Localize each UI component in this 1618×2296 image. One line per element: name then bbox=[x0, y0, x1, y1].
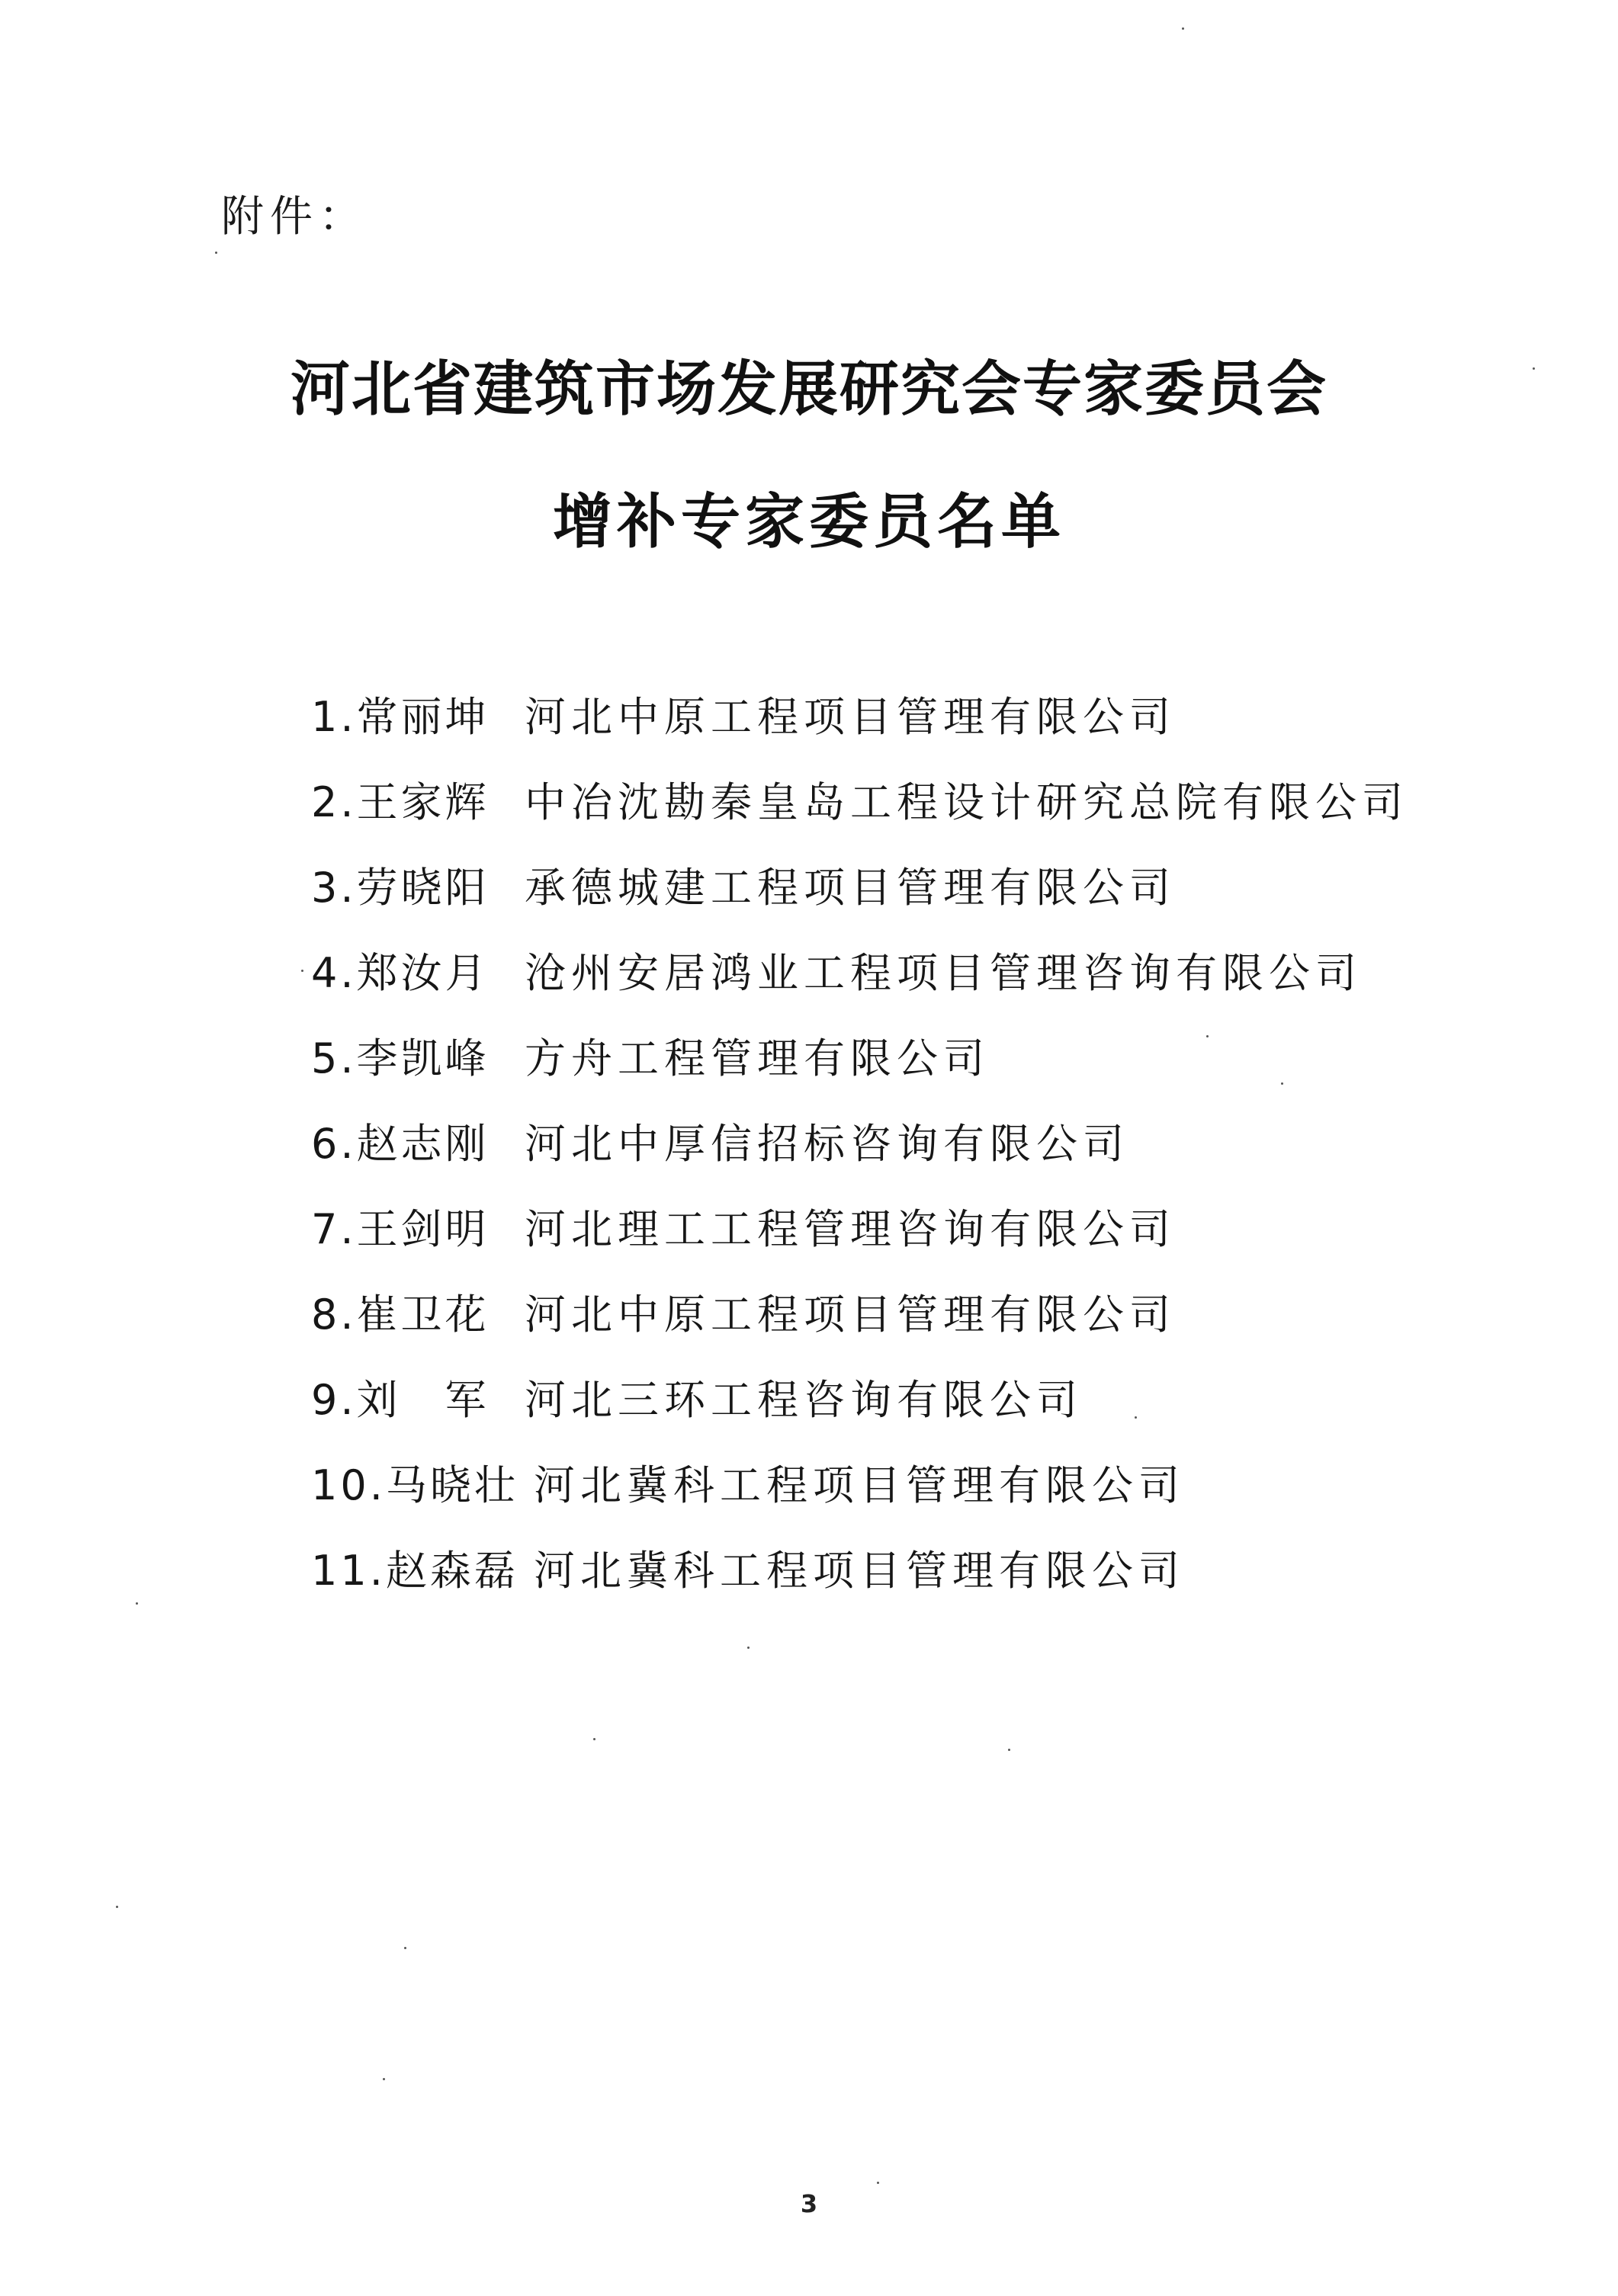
attachment-label: 附件： bbox=[221, 192, 368, 242]
member-row bbox=[311, 1525, 1408, 1610]
member-name: 1.常丽坤 bbox=[311, 692, 490, 741]
member-name: 2.王家辉 bbox=[311, 778, 490, 826]
member-row bbox=[311, 1439, 1408, 1525]
member-name: 7.王剑明 bbox=[311, 1204, 490, 1253]
scan-speck bbox=[1135, 1416, 1137, 1419]
member-organization: 河北三环工程咨询有限公司 bbox=[525, 1375, 1083, 1424]
page-number: 3 bbox=[800, 2189, 818, 2218]
scan-speck bbox=[877, 2182, 879, 2184]
member-row bbox=[311, 1268, 1408, 1354]
member-row bbox=[311, 842, 1408, 927]
member-name: 4.郑汝月 bbox=[311, 948, 490, 997]
member-organization: 方舟工程管理有限公司 bbox=[525, 1034, 990, 1082]
scan-speck bbox=[301, 970, 303, 972]
member-name: 6.赵志刚 bbox=[311, 1119, 490, 1168]
member-row bbox=[311, 1354, 1408, 1439]
document-title-line-2: 增补专家委员名单 bbox=[552, 487, 1065, 556]
member-row bbox=[311, 1098, 1408, 1183]
member-row bbox=[311, 1183, 1408, 1268]
member-organization: 河北中原工程项目管理有限公司 bbox=[525, 692, 1176, 741]
scan-speck bbox=[1533, 367, 1535, 370]
scan-speck bbox=[383, 2078, 385, 2080]
member-row bbox=[311, 671, 1408, 756]
member-name: 11.赵森磊 bbox=[311, 1546, 518, 1595]
member-organization: 沧州安居鸿业工程项目管理咨询有限公司 bbox=[525, 948, 1362, 997]
member-organization: 河北冀科工程项目管理有限公司 bbox=[534, 1546, 1185, 1595]
member-organization: 中冶沈勘秦皇岛工程设计研究总院有限公司 bbox=[525, 778, 1408, 826]
scan-speck bbox=[1008, 1749, 1010, 1751]
member-name: 9.刘 军 bbox=[311, 1375, 490, 1424]
member-name: 8.崔卫花 bbox=[311, 1290, 490, 1339]
member-row bbox=[311, 1012, 1408, 1098]
member-row bbox=[311, 927, 1408, 1012]
scan-speck bbox=[215, 252, 217, 254]
member-row bbox=[311, 756, 1408, 842]
scan-speck bbox=[136, 1602, 138, 1605]
scan-speck bbox=[1182, 27, 1184, 30]
member-name: 10.马晓壮 bbox=[311, 1461, 518, 1509]
scan-speck bbox=[116, 1906, 118, 1908]
member-organization: 承德城建工程项目管理有限公司 bbox=[525, 863, 1176, 912]
member-organization: 河北冀科工程项目管理有限公司 bbox=[534, 1461, 1185, 1509]
member-organization: 河北中原工程项目管理有限公司 bbox=[525, 1290, 1176, 1339]
member-name: 3.劳晓阳 bbox=[311, 863, 490, 912]
member-name: 5.李凯峰 bbox=[311, 1034, 490, 1082]
member-list bbox=[311, 671, 1408, 1610]
scan-speck bbox=[1281, 1082, 1283, 1085]
document-title-line-1: 河北省建筑市场发展研究会专家委员会 bbox=[290, 354, 1327, 424]
member-organization: 河北中厚信招标咨询有限公司 bbox=[525, 1119, 1129, 1168]
scan-speck bbox=[404, 1947, 406, 1949]
member-organization: 河北理工工程管理咨询有限公司 bbox=[525, 1204, 1176, 1253]
scan-speck bbox=[1206, 1035, 1209, 1037]
scan-speck bbox=[593, 1738, 596, 1740]
scan-speck bbox=[747, 1647, 750, 1649]
